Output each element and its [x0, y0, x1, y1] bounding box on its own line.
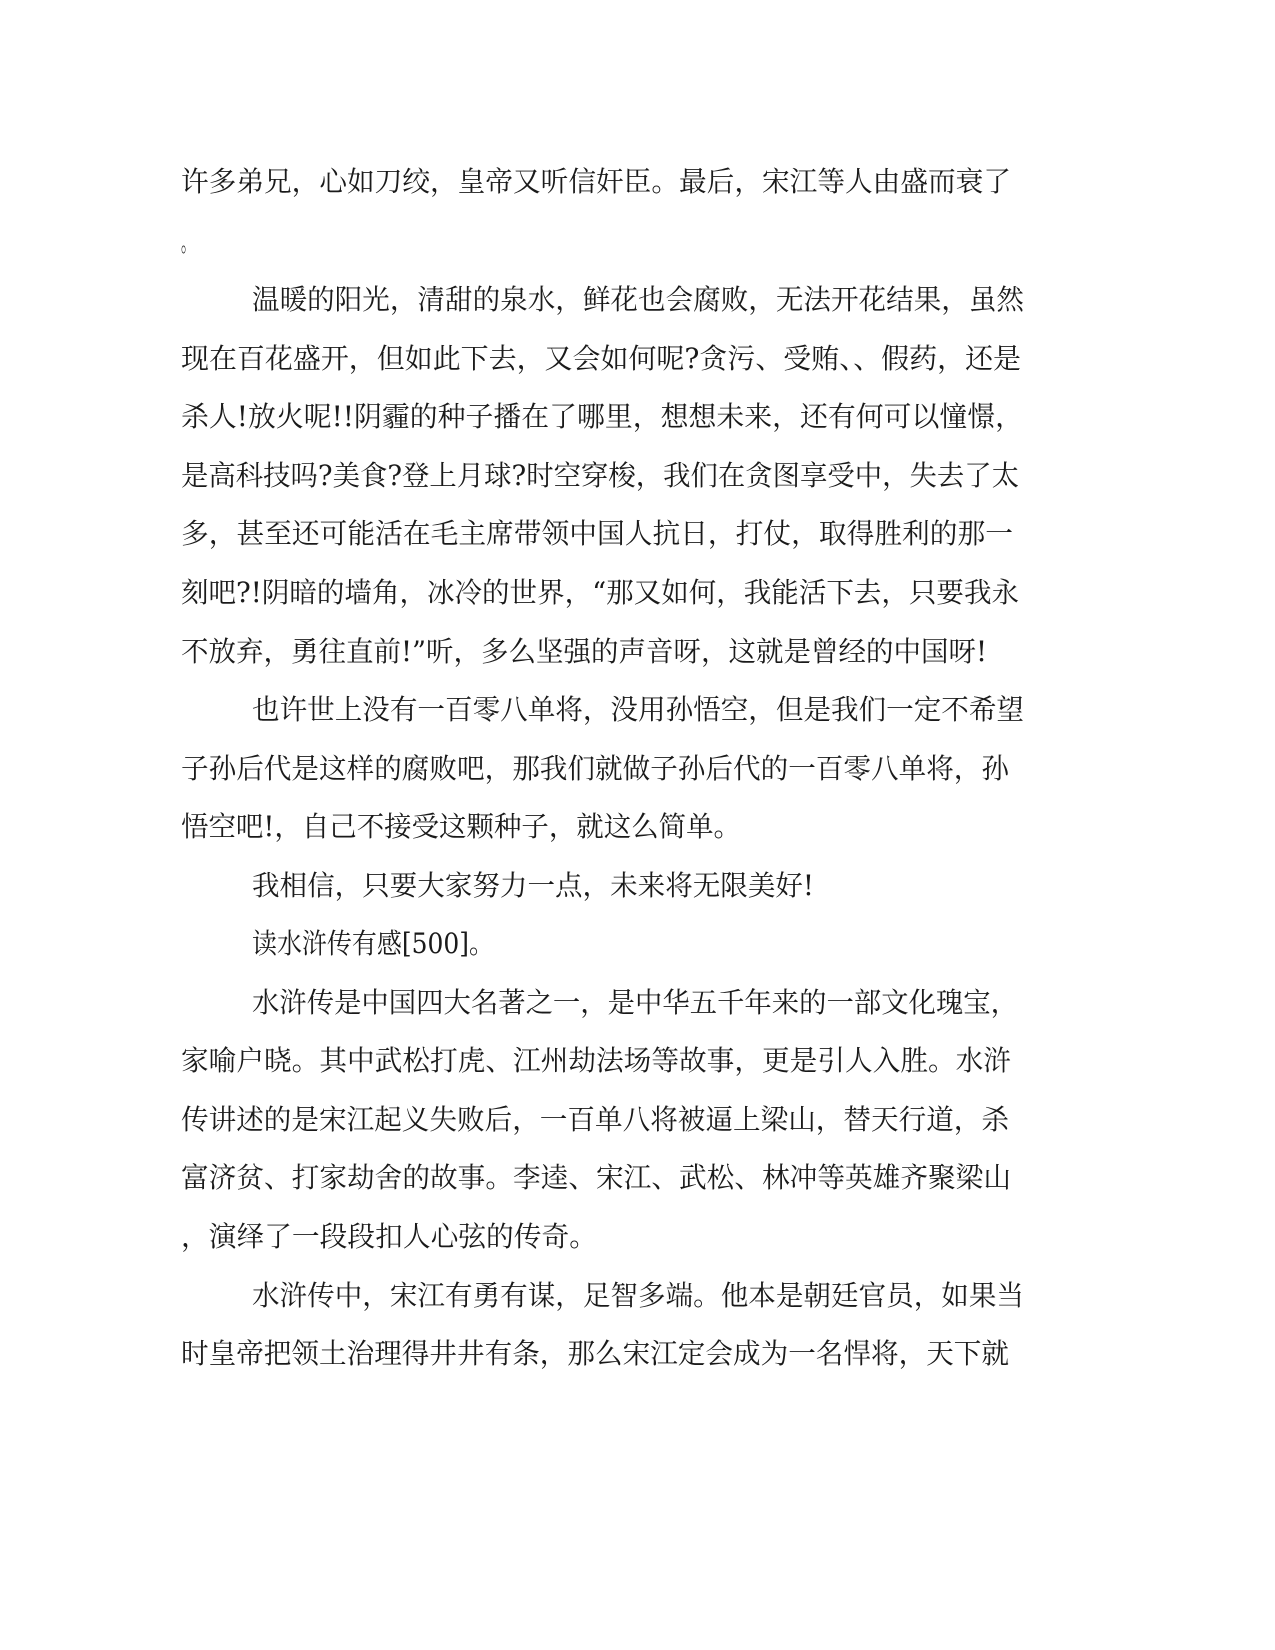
text-line	[0, 1100, 1275, 1140]
text-line	[0, 749, 1275, 789]
text-line-content: 杀人!放火呢!!阴霾的种子播在了哪里，想想未来，还有何可以憧憬，	[181, 400, 1023, 433]
text-line-content: 也许世上没有一百零八单将，没用孙悟空，但是我们一定不希望	[252, 693, 1024, 726]
text-line	[0, 807, 1275, 847]
text-line-content: ，演绎了一段段扣人心弦的传奇。	[181, 1220, 597, 1253]
text-line	[0, 222, 1275, 262]
text-line	[0, 339, 1275, 379]
text-line	[0, 866, 1275, 906]
text-line	[0, 573, 1275, 613]
text-line-content: 是高科技吗?美食?登上月球?时空穿梭，我们在贪图享受中，失去了太	[181, 459, 1019, 492]
text-line-content: 水浒传中，宋江有勇有谋，足智多端。他本是朝廷官员，如果当	[252, 1279, 1024, 1312]
text-line	[0, 632, 1275, 672]
text-line	[0, 397, 1275, 437]
text-line-content: 多，甚至还可能活在毛主席带领中国人抗日，打仗，取得胜利的那一	[181, 517, 1013, 550]
text-line	[0, 1158, 1275, 1198]
text-line	[0, 1334, 1275, 1374]
text-line-content: 传讲述的是宋江起义失败后，一百单八将被逼上梁山，替天行道，杀	[181, 1103, 1009, 1136]
text-line	[0, 280, 1275, 320]
text-line-content: 时皇帝把领土治理得井井有条，那么宋江定会成为一名悍将，天下就	[181, 1337, 1009, 1370]
text-line-content: 。	[181, 225, 195, 258]
text-line	[0, 514, 1275, 554]
text-line	[0, 456, 1275, 496]
text-line-content: 富济贫、打家劫舍的故事。李逵、宋江、武松、林冲等英雄齐聚梁山	[181, 1161, 1011, 1194]
text-line-content: 水浒传是中国四大名著之一，是中华五千年来的一部文化瑰宝，	[252, 986, 1018, 1019]
text-line-content: 温暖的阳光，清甜的泉水，鲜花也会腐败，无法开花结果，虽然	[252, 283, 1024, 316]
text-line	[0, 1276, 1275, 1316]
text-line-content: 悟空吧!，自己不接受这颗种子，就这么简单。	[181, 810, 741, 843]
text-line	[0, 924, 1275, 964]
text-line-content: 子孙后代是这样的腐败吧，那我们就做子孙后代的一百零八单将，孙	[181, 752, 1009, 785]
text-line-content: 许多弟兄，心如刀绞，皇帝又听信奸臣。最后，宋江等人由盛而衰了	[181, 165, 1011, 198]
text-line	[0, 1041, 1275, 1081]
text-line-content: 我相信，只要大家努力一点，未来将无限美好!	[252, 869, 814, 902]
text-line-content: 读水浒传有感[500]。	[252, 927, 494, 960]
text-line	[0, 1217, 1275, 1257]
text-line-content: 刻吧?!阴暗的墙角，冰冷的世界，“那又如何，我能活下去，只要我永	[181, 576, 1019, 609]
text-line-content: 不放弃，勇往直前!”听，多么坚强的声音呀，这就是曾经的中国呀!	[181, 635, 987, 668]
text-line-content: 家喻户晓。其中武松打虎、江州劫法场等故事，更是引人入胜。水浒	[181, 1044, 1011, 1077]
text-line-content: 现在百花盛开，但如此下去，又会如何呢?贪污、受贿、、假药，还是	[181, 342, 1021, 375]
text-line	[0, 690, 1275, 730]
text-line	[0, 162, 1275, 202]
text-line	[0, 983, 1275, 1023]
